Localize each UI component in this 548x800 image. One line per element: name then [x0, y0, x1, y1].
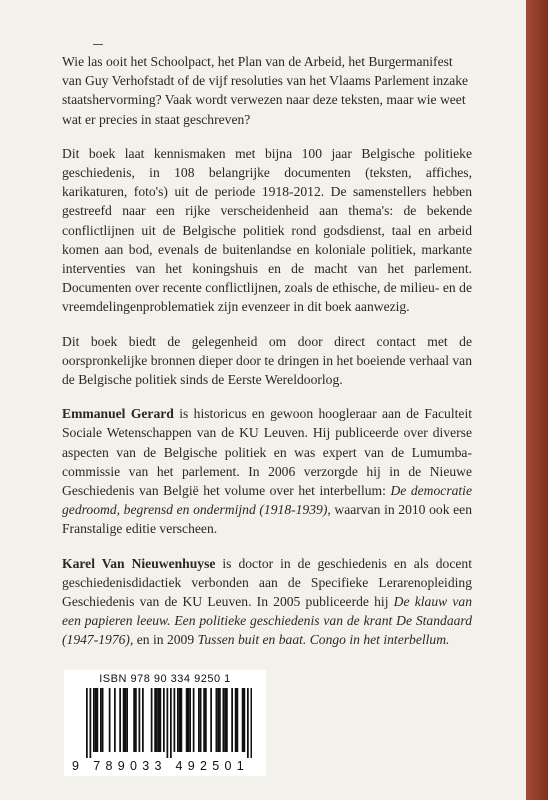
barcode-bar [205, 688, 207, 752]
text-run: Dit boek biedt de gelegenheid om door direct contact met de oorspronkelijke bronnen dieper door te dringen in het boeiende verhaal van de Belgische politiek sinds de Eerste Wereldoorlog. [62, 333, 472, 388]
barcode-bar [179, 688, 181, 752]
book-title: Tussen buit en baat. Congo in het interbellum. [197, 632, 450, 648]
isbn-label: ISBN 978 90 334 9250 1 [99, 673, 231, 685]
barcode-bar [135, 688, 137, 752]
barcode-bar [237, 688, 239, 752]
barcode-bar [167, 688, 169, 758]
barcode-bars [78, 688, 252, 758]
barcode-bar [242, 688, 244, 752]
barcode-bar [151, 688, 153, 752]
author-bio-van-nieuwenhuyse [62, 554, 472, 650]
barcode-bar [86, 688, 88, 758]
author-name: Emmanuel Gerard [62, 406, 174, 422]
barcode-bar [125, 688, 127, 752]
barcode-digit: 9 [72, 759, 79, 773]
barcode-digit: 9 [187, 759, 195, 773]
barcode-bar [154, 688, 156, 752]
book-title: De democratie gedroomd, begrensd en ondermijnd (1918-1939) [62, 483, 472, 518]
barcode-bar [231, 688, 233, 752]
barcode-bar [133, 688, 135, 752]
barcode-digit: 0 [130, 759, 137, 773]
barcode-bar [223, 688, 225, 752]
text-run: Dit boek laat kennismaken met bijna 100 jaar Belgische politieke geschiedenis, in 108 belangrijke documenten (teksten, affiches, karikaturen, foto's) uit de periode 1918-2012. De samenstellers hebben gestreefd naar een rijke verscheidenheid aan thema's: de bekende conflictlijnen uit de Belgische politiek rond godsdienst, taal en arbeid komen aan bod, evenals de buitenlandse en koloniale politiek, markante interventies van het koningshuis en de macht van het parlement. Documenten over recente conflictlijnen, zoals de ethische, de milieu- en de vreemdelingenproblematiek zijn evenzeer in dit boek aanwezig. [62, 145, 472, 315]
text-run: , en in 2009 [129, 632, 198, 648]
isbn-barcode-box [64, 670, 266, 776]
barcode-bar [235, 688, 237, 752]
barcode-digit: 3 [154, 759, 162, 773]
barcode-bar [188, 688, 190, 752]
barcode-digit: 0 [224, 759, 232, 773]
barcode-digit: 1 [236, 759, 244, 773]
barcode-bar [217, 688, 219, 752]
book-title: De klauw van een papieren leeuw. Een politieke geschiedenis van de krant De Standaard (1947-1976) [62, 594, 472, 648]
decorative-dash [93, 44, 103, 45]
author-bio-gerard [62, 404, 472, 538]
barcode-bar [189, 688, 191, 752]
barcode-bar [200, 688, 202, 752]
text-run: is historicus en gewoon hoogleraar aan de Faculteit Sociale Wetenschappen van de KU Leuven. Hij publiceerde over diverse aspecten van de Belgische politiek en was expert van de Lumumba-commissie van het parlement. In 2006 verzorgde hij in de Nieuwe Geschiedenis van België het volume over het interbellum: [62, 406, 472, 499]
barcode-bar [100, 688, 102, 752]
intro-paragraph [62, 52, 472, 129]
barcode-bar [244, 688, 246, 752]
barcode-bar [198, 688, 200, 752]
barcode-bar [210, 688, 212, 752]
barcode-digit: 8 [105, 759, 113, 773]
barcode-bar [160, 688, 162, 752]
barcode-bar [163, 688, 165, 752]
barcode-bar [114, 688, 116, 752]
barcode-bar [156, 688, 158, 752]
barcode-digit: 5 [212, 759, 220, 773]
back-cover-text [62, 52, 472, 665]
barcode-bar [142, 688, 144, 752]
barcode-bar [93, 688, 95, 752]
barcode-bar [174, 688, 176, 752]
barcode-bar [95, 688, 97, 752]
barcode-digit: 4 [175, 759, 183, 773]
barcode-digit: 7 [93, 759, 101, 773]
barcode-bar [123, 688, 125, 752]
barcode-bar [247, 688, 249, 758]
barcode-bar [90, 688, 92, 758]
text-run: , waarvan in 2010 ook een Franstalige editie verscheen. [62, 502, 472, 537]
barcode-bar [139, 688, 141, 752]
barcode-bar [226, 688, 228, 752]
barcode-bar [216, 688, 218, 752]
barcode-bar [158, 688, 160, 752]
barcode-bar [177, 688, 179, 752]
barcode-bar [251, 688, 253, 758]
barcode-bar [126, 688, 128, 752]
barcode-digit: 2 [200, 759, 207, 773]
text-run: is doctor in de geschiedenis en als docent geschiedenisdidactiek verbonden aan de Specifieke Lerarenopleiding Geschiedenis van de KU Leuven. In 2005 publiceerde hij [62, 555, 472, 610]
text-run: Wie las ooit het Schoolpact, het Plan van de Arbeid, het Burgermanifest van Guy Verhofstadt of de vijf resoluties van het Vlaams Parlement inzake staatshervorming? Vaak wordt verwezen naar deze teksten, maar wie weet wat er precies in staat geschreven? [62, 54, 469, 127]
barcode-bar [193, 688, 195, 752]
barcode-bar [219, 688, 221, 752]
barcode-bar [203, 688, 205, 752]
book-spine-edge [526, 0, 548, 800]
barcode-bar [224, 688, 226, 752]
barcode-bar [109, 688, 111, 752]
barcode-bar [102, 688, 104, 752]
barcode-digit: 3 [142, 759, 150, 773]
barcode-digit: 9 [117, 759, 125, 773]
purpose-paragraph [62, 332, 472, 390]
barcode-bar [181, 688, 183, 752]
barcode-bar [186, 688, 188, 752]
barcode-bar [170, 688, 172, 758]
author-name: Karel Van Nieuwenhuyse [62, 555, 216, 571]
content-paragraph [62, 144, 472, 317]
barcode-bar [119, 688, 121, 752]
barcode-bar [97, 688, 99, 752]
